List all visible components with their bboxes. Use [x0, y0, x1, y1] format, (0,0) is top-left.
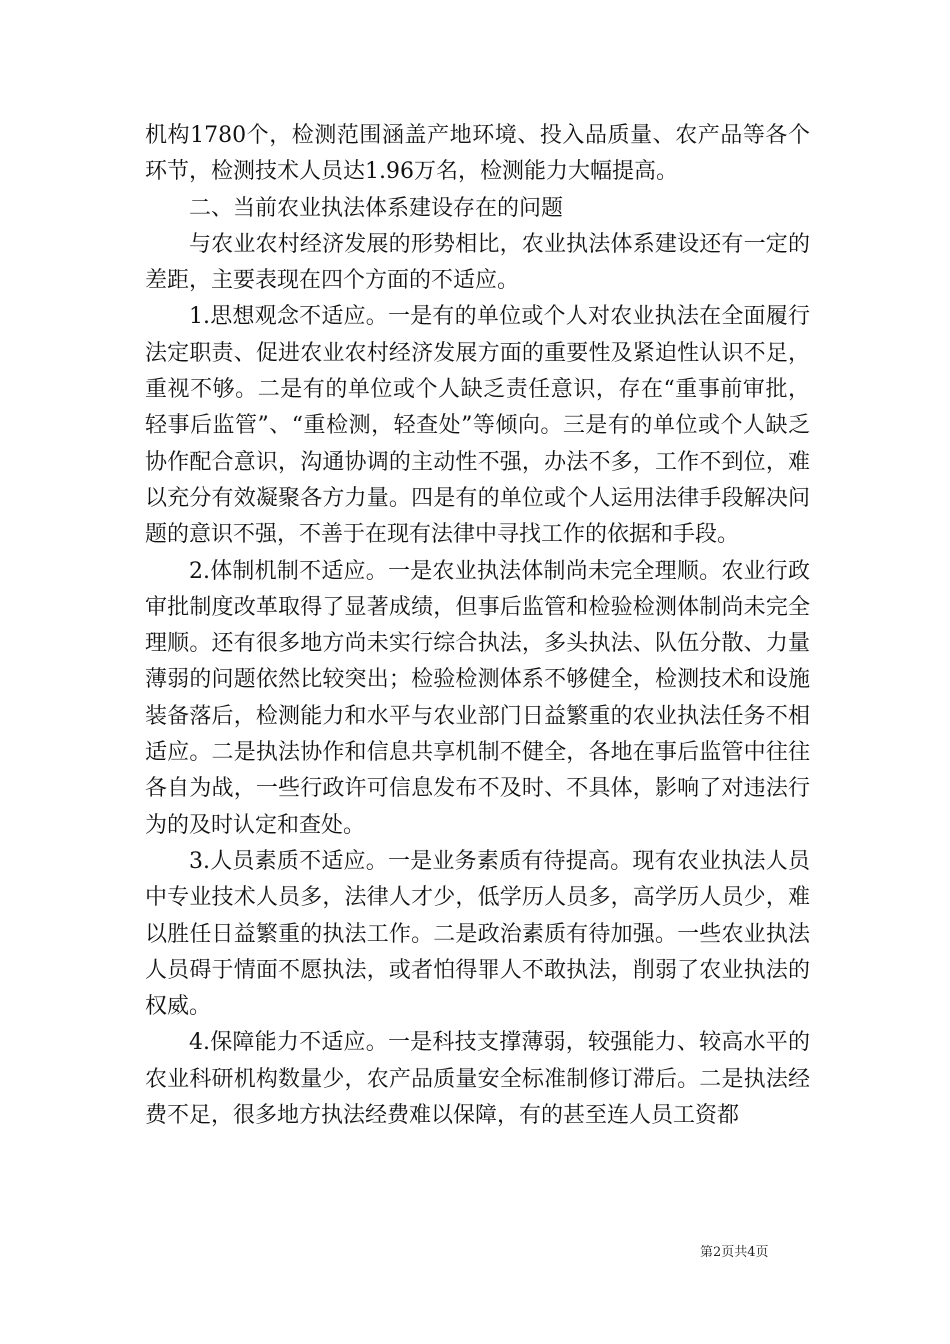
- paragraph-item-1: 1.思想观念不适应。一是有的单位或个人对农业执法在全面履行法定职责、促进农业农村经济发展方面的重要性及紧迫性认识不足，重视不够。二是有的单位或个人缺乏责任意识，存在“重事前审批，轻事后监管”、“重检测，轻查处”等倾向。三是有的单位或个人缺乏协作配合意识，沟通协调的主动性不强，办法不多，工作不到位，难以充分有效凝聚各方力量。四是有的单位或个人运用法律手段解决问题的意识不强，不善于在现有法律中寻找工作的依据和手段。: [145, 304, 810, 548]
- paragraph-intro: 与农业农村经济发展的形势相比，农业执法体系建设还有一定的差距，主要表现在四个方面的不适应。: [145, 231, 810, 294]
- page-number-footer: 第2页共4页: [700, 1245, 769, 1260]
- paragraph-item-4: 4.保障能力不适应。一是科技支撑薄弱，较强能力、较高水平的农业科研机构数量少，农产品质量安全标准制修订滞后。二是执法经费不足，很多地方执法经费难以保障，有的甚至连人员工资都: [145, 1030, 810, 1129]
- body-text: [145, 118, 810, 1134]
- paragraph-continuation: 机构1780个，检测范围涵盖产地环境、投入品质量、农产品等各个环节，检测技术人员达1.96万名，检测能力大幅提高。: [145, 123, 810, 185]
- paragraph-item-3: 3.人员素质不适应。一是业务素质有待提高。现有农业执法人员中专业技术人员多，法律人才少，低学历人员多，高学历人员少，难以胜任日益繁重的执法工作。二是政治素质有待加强。一些农业执法人员碍于情面不愿执法，或者怕得罪人不敢执法，削弱了农业执法的权威。: [145, 848, 810, 1020]
- section-heading: 二、当前农业执法体系建设存在的问题: [189, 195, 564, 221]
- paragraph-item-2: 2.体制机制不适应。一是农业执法体制尚未完全理顺。农业行政审批制度改革取得了显著成绩，但事后监管和检验检测体制尚未完全理顺。还有很多地方尚未实行综合执法，多头执法、队伍分散、力量薄弱的问题依然比较突出；检验检测体系不够健全，检测技术和设施装备落后，检测能力和水平与农业部门日益繁重的农业执法任务不相适应。二是执法协作和信息共享机制不健全，各地在事后监管中往往各自为战，一些行政许可信息发布不及时、不具体，影响了对违法行为的及时认定和查处。: [145, 558, 810, 838]
